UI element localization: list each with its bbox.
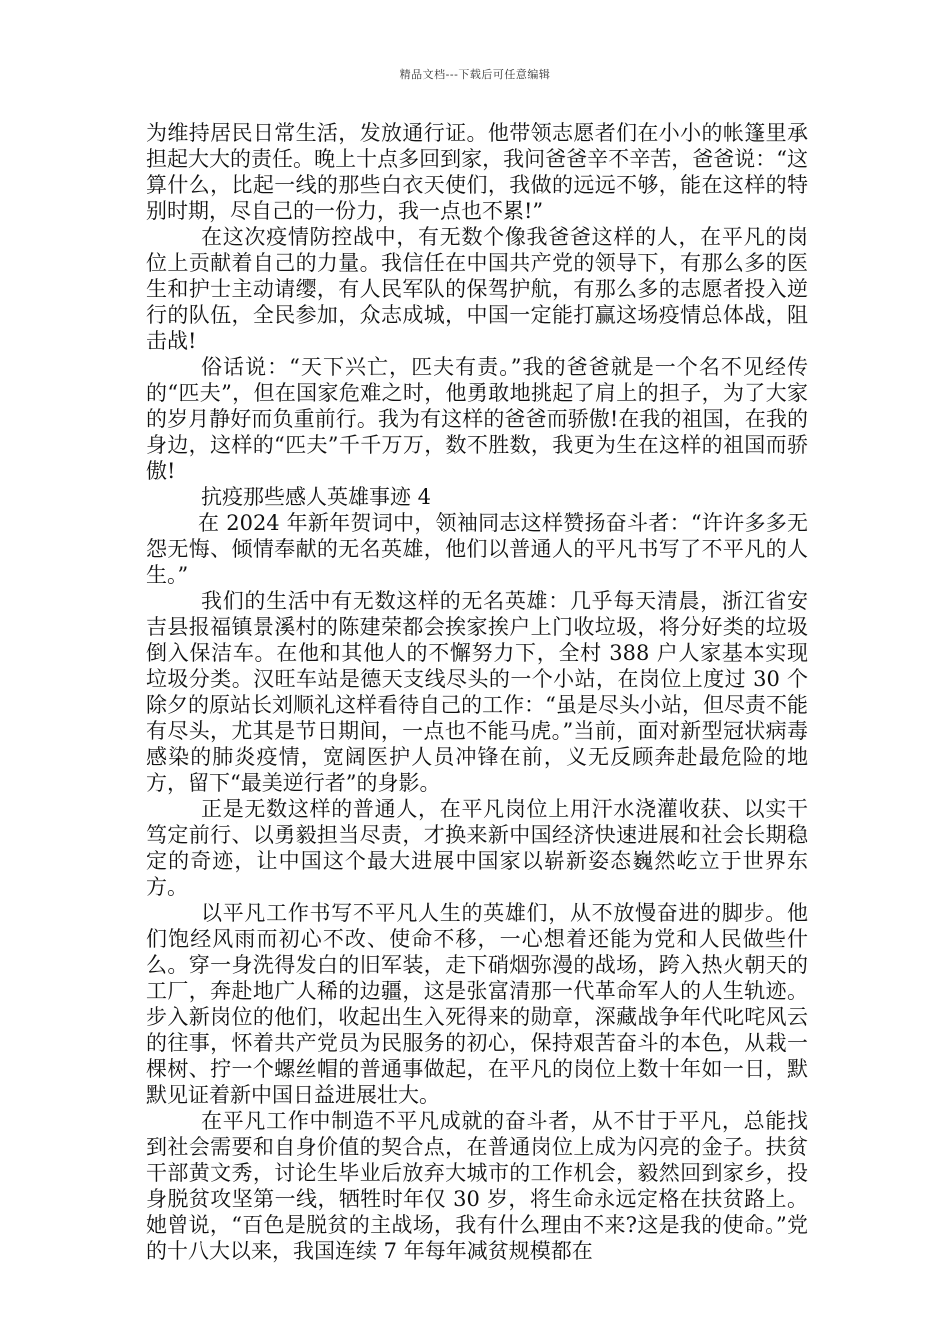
paragraph: 以平凡工作书写不平凡人生的英雄们，从不放慢奋进的脚步。他们饱经风雨而初心不改、使命不移，一心想着还能为党和人民做些什么。穿一身洗得发白的旧军装，走下硝烟弥漫的战场，跨入热火朝天的工厂，奔赴地广人稀的边疆，这是张富清那一代革命军人的人生轨迹。步入新岗位的他们，收起出生入死得来的勋章，深藏战争年代叱咤风云的往事，怀着共产党员为民服务的初心，保持艰苦奋斗的本色，从栽一棵树、拧一个螺丝帽的普通事做起，在平凡的岗位上数十年如一日，默默见证着新中国日益进展壮大。: [146, 901, 808, 1107]
paragraph: 为维持居民日常生活，发放通行证。他带领志愿者们在小小的帐篷里承担起大大的责任。晚上十点多回到家，我问爸爸辛不辛苦，爸爸说：“这算什么，比起一线的那些白衣天使们，我做的远远不够，能在这样的特别时期，尽自己的一份力，我一点也不累!”: [146, 121, 808, 223]
document-body: [146, 120, 808, 1264]
paragraph: 在这次疫情防控战中，有无数个像我爸爸这样的人，在平凡的岗位上贡献着自己的力量。我信任在中国共产党的领导下，有那么多的医生和护士主动请缨，有人民军队的保驾护航，有那么多的志愿者投入逆行的队伍，全民参加，众志成城，中国一定能打赢这场疫情总体战，阻击战!: [146, 225, 808, 353]
section-heading: 抗疫那些感人英雄事迹 4: [201, 485, 432, 509]
paragraph: 正是无数这样的普通人，在平凡岗位上用汗水浇灌收获、以实干笃定前行、以勇毅担当尽责，才换来新中国经济快速进展和社会长期稳定的奇迹，让中国这个最大进展中国家以崭新姿态巍然屹立于世界东方。: [146, 797, 808, 899]
paragraph: 俗话说：“天下兴亡，匹夫有责。”我的爸爸就是一个名不见经传的“匹夫”，但在国家危难之时，他勇敢地挑起了肩上的担子，为了大家的岁月静好而负重前行。我为有这样的爸爸而骄傲!在我的祖国，在我的身边，这样的“匹夫”千千万万，数不胜数，我更为生在这样的祖国而骄傲!: [146, 355, 808, 483]
paragraph: 在 2024 年新年贺词中，领袖同志这样赞扬奋斗者：“许许多多无怨无悔、倾情奉献的无名英雄，他们以普通人的平凡书写了不平凡的人生。”: [146, 511, 808, 587]
paragraph: 在平凡工作中制造不平凡成就的奋斗者，从不甘于平凡，总能找到社会需要和自身价值的契合点，在普通岗位上成为闪亮的金子。扶贫干部黄文秀，讨论生毕业后放弃大城市的工作机会，毅然回到家乡，投身脱贫攻坚第一线，牺牲时年仅 30 岁，将生命永远定格在扶贫路上。她曾说，“百色是脱贫的主战场，我有什么理由不来?这是我的使命。”党的十八大以来，我国连续 7 年每年减贫规模都在: [146, 1109, 808, 1263]
paragraph: 我们的生活中有无数这样的无名英雄：几乎每天清晨，浙江省安吉县报福镇景溪村的陈建荣都会挨家挨户上门收垃圾，将分好类的垃圾倒入保洁车。在他和其他人的不懈努力下，全村 388 户人家基本实现垃圾分类。汉旺车站是德天支线尽头的一个小站，在岗位上度过 30 个除夕的原站长刘顺礼这样看待自己的工作：“虽是尽头小站，但尽责不能有尽头，尤其是节日期间，一点也不能马虎。”当前，面对新型冠状病毒感染的肺炎疫情，宽阔医护人员冲锋在前，义无反顾奔赴最危险的地方，留下“最美逆行者”的身影。: [146, 589, 808, 795]
page-header-watermark: 精品文档---下载后可任意编辑: [399, 68, 551, 81]
